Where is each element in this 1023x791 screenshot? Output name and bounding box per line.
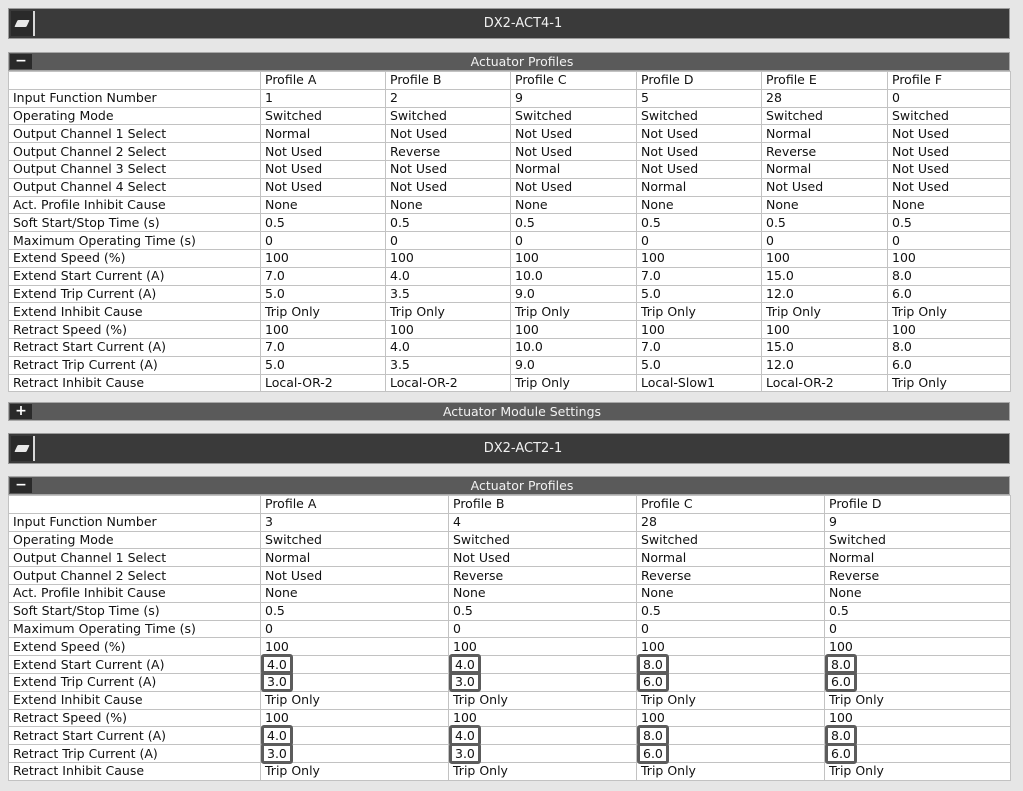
- value-cell[interactable]: Not Used: [637, 160, 762, 178]
- highlighted-value-cell[interactable]: [449, 745, 637, 763]
- module-title: DX2-ACT4-1: [483, 16, 563, 31]
- value-cell[interactable]: Not Used: [386, 160, 511, 178]
- value-cell[interactable]: 4: [449, 513, 637, 531]
- value-cell[interactable]: Reverse: [449, 567, 637, 585]
- highlighted-value: 4.0: [261, 654, 293, 675]
- value-cell[interactable]: 100: [637, 321, 762, 339]
- value-cell[interactable]: None: [637, 196, 762, 214]
- value-cell[interactable]: 1: [261, 89, 386, 107]
- eraser-icon[interactable]: [11, 11, 35, 36]
- value-cell[interactable]: Not Used: [888, 160, 1011, 178]
- value-cell[interactable]: 3.5: [386, 356, 511, 374]
- table-row: [9, 249, 1011, 267]
- value-cell[interactable]: 10.0: [511, 267, 637, 285]
- value-cell[interactable]: Trip Only: [888, 374, 1011, 392]
- value-cell[interactable]: None: [449, 584, 637, 602]
- value-cell[interactable]: Switched: [449, 531, 637, 549]
- value-cell[interactable]: Not Used: [888, 178, 1011, 196]
- value-cell[interactable]: Reverse: [762, 143, 888, 161]
- section-title: Actuator Module Settings: [442, 404, 602, 419]
- value-cell[interactable]: None: [825, 584, 1011, 602]
- row-label: Extend Inhibit Cause: [9, 691, 261, 709]
- table-row: [9, 691, 1011, 709]
- column-header-profile-a: Profile A: [261, 72, 386, 90]
- value-cell[interactable]: 100: [637, 638, 825, 656]
- highlighted-value: 6.0: [637, 671, 669, 692]
- value-cell[interactable]: 100: [261, 638, 449, 656]
- value-cell[interactable]: 0: [261, 620, 449, 638]
- highlighted-value-cell[interactable]: [637, 727, 825, 745]
- row-label: Operating Mode: [9, 531, 261, 549]
- table-row: [9, 374, 1011, 392]
- highlighted-value: 4.0: [261, 725, 293, 746]
- value-cell[interactable]: 100: [511, 321, 637, 339]
- table-row: [9, 727, 1011, 745]
- highlighted-value-cell[interactable]: [825, 727, 1011, 745]
- table-row: [9, 673, 1011, 691]
- row-label: Output Channel 4 Select: [9, 178, 261, 196]
- table-row: [9, 321, 1011, 339]
- module-header-dx2-act4-1[interactable]: [8, 8, 1010, 39]
- row-label: Output Channel 2 Select: [9, 143, 261, 161]
- value-cell[interactable]: Reverse: [386, 143, 511, 161]
- table-row: [9, 160, 1011, 178]
- value-cell[interactable]: Switched: [825, 531, 1011, 549]
- value-cell[interactable]: 15.0: [762, 267, 888, 285]
- row-label: Retract Trip Current (A): [9, 745, 261, 763]
- value-cell[interactable]: Switched: [762, 107, 888, 125]
- column-header-profile-b: Profile B: [386, 72, 511, 90]
- highlighted-value: 3.0: [449, 743, 481, 764]
- value-cell[interactable]: Trip Only: [511, 303, 637, 321]
- row-label: Soft Start/Stop Time (s): [9, 602, 261, 620]
- table-row: [9, 89, 1011, 107]
- row-label: Maximum Operating Time (s): [9, 232, 261, 250]
- row-label: Input Function Number: [9, 513, 261, 531]
- value-cell[interactable]: Local-OR-2: [261, 374, 386, 392]
- value-cell[interactable]: Normal: [637, 178, 762, 196]
- column-header-profile-b: Profile B: [449, 496, 637, 514]
- highlighted-value: 6.0: [825, 671, 857, 692]
- value-cell[interactable]: Not Used: [261, 567, 449, 585]
- table-row: [9, 656, 1011, 674]
- value-cell[interactable]: Trip Only: [762, 303, 888, 321]
- value-cell[interactable]: 100: [637, 249, 762, 267]
- value-cell[interactable]: 0: [637, 620, 825, 638]
- table-row: [9, 107, 1011, 125]
- value-cell[interactable]: 0: [386, 232, 511, 250]
- value-cell[interactable]: 10.0: [511, 338, 637, 356]
- value-cell[interactable]: 12.0: [762, 356, 888, 374]
- value-cell[interactable]: 100: [449, 709, 637, 727]
- row-label: Input Function Number: [9, 89, 261, 107]
- row-label: Operating Mode: [9, 107, 261, 125]
- value-cell[interactable]: Local-OR-2: [386, 374, 511, 392]
- value-cell[interactable]: Switched: [637, 531, 825, 549]
- value-cell[interactable]: 100: [261, 321, 386, 339]
- highlighted-value-cell[interactable]: [825, 673, 1011, 691]
- value-cell[interactable]: 100: [888, 321, 1011, 339]
- value-cell[interactable]: 0.5: [825, 602, 1011, 620]
- row-label: Act. Profile Inhibit Cause: [9, 584, 261, 602]
- value-cell[interactable]: Not Used: [511, 143, 637, 161]
- value-cell[interactable]: Switched: [637, 107, 762, 125]
- row-label: Retract Trip Current (A): [9, 356, 261, 374]
- value-cell[interactable]: 100: [762, 249, 888, 267]
- value-cell[interactable]: 0.5: [637, 214, 762, 232]
- value-cell[interactable]: Trip Only: [825, 691, 1011, 709]
- row-label: Extend Speed (%): [9, 249, 261, 267]
- row-label: Output Channel 1 Select: [9, 125, 261, 143]
- table-row: [9, 584, 1011, 602]
- column-header-profile-a: Profile A: [261, 496, 449, 514]
- highlighted-value-cell[interactable]: [449, 673, 637, 691]
- value-cell[interactable]: 5.0: [637, 356, 762, 374]
- highlighted-value: 4.0: [449, 725, 481, 746]
- value-cell[interactable]: 6.0: [888, 285, 1011, 303]
- value-cell[interactable]: 9: [511, 89, 637, 107]
- highlighted-value: 8.0: [825, 654, 857, 675]
- value-cell[interactable]: 2: [386, 89, 511, 107]
- value-cell[interactable]: Normal: [637, 549, 825, 567]
- highlighted-value-cell[interactable]: [637, 673, 825, 691]
- value-cell[interactable]: 4.0: [386, 267, 511, 285]
- value-cell[interactable]: Trip Only: [637, 762, 825, 780]
- highlighted-value-cell[interactable]: [449, 727, 637, 745]
- value-cell[interactable]: Not Used: [888, 125, 1011, 143]
- value-cell[interactable]: Normal: [825, 549, 1011, 567]
- highlighted-value: 6.0: [637, 743, 669, 764]
- value-cell[interactable]: Not Used: [386, 125, 511, 143]
- highlighted-value: 4.0: [449, 654, 481, 675]
- value-cell[interactable]: Switched: [511, 107, 637, 125]
- value-cell[interactable]: 0: [261, 232, 386, 250]
- value-cell[interactable]: 0: [637, 232, 762, 250]
- value-cell[interactable]: Not Used: [449, 549, 637, 567]
- row-label: Extend Start Current (A): [9, 267, 261, 285]
- value-cell[interactable]: Trip Only: [637, 691, 825, 709]
- row-label: Output Channel 2 Select: [9, 567, 261, 585]
- value-cell[interactable]: 5.0: [261, 285, 386, 303]
- value-cell[interactable]: Trip Only: [261, 762, 449, 780]
- value-cell[interactable]: 0: [888, 232, 1011, 250]
- value-cell[interactable]: Not Used: [261, 160, 386, 178]
- value-cell[interactable]: Not Used: [888, 143, 1011, 161]
- value-cell[interactable]: 100: [511, 249, 637, 267]
- row-label: Extend Trip Current (A): [9, 285, 261, 303]
- value-cell[interactable]: 0: [888, 89, 1011, 107]
- value-cell[interactable]: 100: [449, 638, 637, 656]
- module-title: DX2-ACT2-1: [483, 441, 563, 456]
- value-cell[interactable]: 100: [386, 321, 511, 339]
- table-row: [9, 285, 1011, 303]
- value-cell[interactable]: Local-OR-2: [762, 374, 888, 392]
- collapse-icon[interactable]: −: [10, 54, 32, 69]
- value-cell[interactable]: 7.0: [261, 267, 386, 285]
- value-cell[interactable]: 100: [825, 638, 1011, 656]
- value-cell[interactable]: None: [261, 196, 386, 214]
- value-cell[interactable]: Trip Only: [449, 762, 637, 780]
- value-cell[interactable]: None: [386, 196, 511, 214]
- value-cell[interactable]: Trip Only: [261, 303, 386, 321]
- value-cell[interactable]: 7.0: [637, 267, 762, 285]
- row-label: Output Channel 3 Select: [9, 160, 261, 178]
- table-row: [9, 178, 1011, 196]
- actuator-module-settings-section-header[interactable]: [8, 402, 1010, 421]
- expand-icon[interactable]: +: [10, 404, 32, 419]
- value-cell[interactable]: 0.5: [449, 602, 637, 620]
- highlighted-value: 8.0: [637, 654, 669, 675]
- value-cell[interactable]: Not Used: [511, 125, 637, 143]
- row-label: Act. Profile Inhibit Cause: [9, 196, 261, 214]
- table-row: [9, 513, 1011, 531]
- row-label: Retract Inhibit Cause: [9, 762, 261, 780]
- value-cell[interactable]: 28: [762, 89, 888, 107]
- table-row: [9, 549, 1011, 567]
- row-label: Retract Start Current (A): [9, 338, 261, 356]
- table-row: [9, 143, 1011, 161]
- value-cell[interactable]: 100: [637, 709, 825, 727]
- row-label: Retract Speed (%): [9, 321, 261, 339]
- table-row: [9, 602, 1011, 620]
- table-row: [9, 125, 1011, 143]
- table-header-row: [9, 72, 1011, 90]
- row-label: Soft Start/Stop Time (s): [9, 214, 261, 232]
- value-cell[interactable]: 0.5: [261, 602, 449, 620]
- actuator-profiles-section-header[interactable]: [8, 52, 1010, 71]
- value-cell[interactable]: Reverse: [825, 567, 1011, 585]
- row-label: Extend Start Current (A): [9, 656, 261, 674]
- value-cell[interactable]: 28: [637, 513, 825, 531]
- row-label: Retract Inhibit Cause: [9, 374, 261, 392]
- module-header-dx2-act2-1[interactable]: [8, 433, 1010, 464]
- value-cell[interactable]: 0.5: [511, 214, 637, 232]
- value-cell[interactable]: 3: [261, 513, 449, 531]
- highlighted-value-cell[interactable]: [261, 673, 449, 691]
- value-cell[interactable]: 0: [825, 620, 1011, 638]
- value-cell[interactable]: 9.0: [511, 356, 637, 374]
- table-row: [9, 338, 1011, 356]
- highlighted-value: 6.0: [825, 743, 857, 764]
- value-cell[interactable]: Switched: [386, 107, 511, 125]
- table-row: [9, 232, 1011, 250]
- value-cell[interactable]: Switched: [261, 107, 386, 125]
- value-cell[interactable]: 7.0: [261, 338, 386, 356]
- value-cell[interactable]: Local-Slow1: [637, 374, 762, 392]
- table-row: [9, 762, 1011, 780]
- value-cell[interactable]: 6.0: [888, 356, 1011, 374]
- table-row: [9, 709, 1011, 727]
- value-cell[interactable]: Normal: [511, 160, 637, 178]
- row-label: Extend Speed (%): [9, 638, 261, 656]
- section-title: Actuator Profiles: [470, 478, 574, 493]
- highlighted-value: 8.0: [825, 725, 857, 746]
- table-row: [9, 745, 1011, 763]
- value-cell[interactable]: Reverse: [637, 567, 825, 585]
- value-cell[interactable]: 5.0: [261, 356, 386, 374]
- highlighted-value: 3.0: [449, 671, 481, 692]
- actuator-profiles-table-act2: [8, 495, 1011, 781]
- header-corner: [9, 72, 261, 90]
- table-row: [9, 214, 1011, 232]
- table-header-row: [9, 496, 1011, 514]
- actuator-profiles-section-header[interactable]: [8, 476, 1010, 495]
- table-row: [9, 196, 1011, 214]
- value-cell[interactable]: 0.5: [386, 214, 511, 232]
- value-cell[interactable]: None: [888, 196, 1011, 214]
- value-cell[interactable]: Trip Only: [511, 374, 637, 392]
- value-cell[interactable]: Normal: [762, 160, 888, 178]
- value-cell[interactable]: Not Used: [261, 178, 386, 196]
- value-cell[interactable]: Trip Only: [449, 691, 637, 709]
- value-cell[interactable]: 12.0: [762, 285, 888, 303]
- value-cell[interactable]: Trip Only: [825, 762, 1011, 780]
- value-cell[interactable]: 100: [888, 249, 1011, 267]
- value-cell[interactable]: 7.0: [637, 338, 762, 356]
- value-cell[interactable]: Switched: [261, 531, 449, 549]
- highlighted-value-cell[interactable]: [261, 727, 449, 745]
- header-corner: [9, 496, 261, 514]
- value-cell[interactable]: 3.5: [386, 285, 511, 303]
- row-label: Extend Trip Current (A): [9, 673, 261, 691]
- value-cell[interactable]: Not Used: [386, 178, 511, 196]
- value-cell[interactable]: 4.0: [386, 338, 511, 356]
- value-cell[interactable]: Normal: [762, 125, 888, 143]
- column-header-profile-c: Profile C: [511, 72, 637, 90]
- highlighted-value: 8.0: [637, 725, 669, 746]
- row-label: Maximum Operating Time (s): [9, 620, 261, 638]
- column-header-profile-e: Profile E: [762, 72, 888, 90]
- value-cell[interactable]: Trip Only: [888, 303, 1011, 321]
- value-cell[interactable]: 0.5: [637, 602, 825, 620]
- value-cell[interactable]: 100: [261, 709, 449, 727]
- highlighted-value-cell[interactable]: [637, 745, 825, 763]
- value-cell[interactable]: 8.0: [888, 338, 1011, 356]
- column-header-profile-d: Profile D: [825, 496, 1011, 514]
- value-cell[interactable]: 15.0: [762, 338, 888, 356]
- value-cell[interactable]: Switched: [888, 107, 1011, 125]
- highlighted-value-cell[interactable]: [261, 745, 449, 763]
- actuator-profiles-table-act4: [8, 71, 1011, 392]
- value-cell[interactable]: None: [511, 196, 637, 214]
- value-cell[interactable]: 0: [511, 232, 637, 250]
- row-label: Retract Speed (%): [9, 709, 261, 727]
- value-cell[interactable]: None: [261, 584, 449, 602]
- value-cell[interactable]: Not Used: [762, 178, 888, 196]
- section-title: Actuator Profiles: [470, 54, 574, 69]
- eraser-icon[interactable]: [11, 436, 35, 461]
- value-cell[interactable]: Not Used: [637, 143, 762, 161]
- value-cell[interactable]: 100: [762, 321, 888, 339]
- value-cell[interactable]: 100: [261, 249, 386, 267]
- value-cell[interactable]: 9: [825, 513, 1011, 531]
- value-cell[interactable]: 0.5: [762, 214, 888, 232]
- highlighted-value-cell[interactable]: [825, 745, 1011, 763]
- value-cell[interactable]: 8.0: [888, 267, 1011, 285]
- value-cell[interactable]: 9.0: [511, 285, 637, 303]
- table-row: [9, 356, 1011, 374]
- value-cell[interactable]: 0: [449, 620, 637, 638]
- column-header-profile-f: Profile F: [888, 72, 1011, 90]
- table-row: [9, 567, 1011, 585]
- table-row: [9, 531, 1011, 549]
- value-cell[interactable]: 100: [825, 709, 1011, 727]
- highlighted-value: 3.0: [261, 671, 293, 692]
- value-cell[interactable]: 100: [386, 249, 511, 267]
- value-cell[interactable]: Not Used: [637, 125, 762, 143]
- value-cell[interactable]: 5.0: [637, 285, 762, 303]
- value-cell[interactable]: Trip Only: [637, 303, 762, 321]
- value-cell[interactable]: None: [637, 584, 825, 602]
- column-header-profile-c: Profile C: [637, 496, 825, 514]
- value-cell[interactable]: 0.5: [261, 214, 386, 232]
- column-header-profile-d: Profile D: [637, 72, 762, 90]
- highlighted-value: 3.0: [261, 743, 293, 764]
- value-cell[interactable]: 0: [762, 232, 888, 250]
- table-row: [9, 303, 1011, 321]
- value-cell[interactable]: None: [762, 196, 888, 214]
- collapse-icon[interactable]: −: [10, 478, 32, 493]
- value-cell[interactable]: Trip Only: [261, 691, 449, 709]
- row-label: Extend Inhibit Cause: [9, 303, 261, 321]
- table-row: [9, 620, 1011, 638]
- value-cell[interactable]: Not Used: [261, 143, 386, 161]
- table-row: [9, 267, 1011, 285]
- value-cell[interactable]: Normal: [261, 125, 386, 143]
- row-label: Output Channel 1 Select: [9, 549, 261, 567]
- value-cell[interactable]: 5: [637, 89, 762, 107]
- value-cell[interactable]: Normal: [261, 549, 449, 567]
- value-cell[interactable]: 0.5: [888, 214, 1011, 232]
- table-row: [9, 638, 1011, 656]
- value-cell[interactable]: Not Used: [511, 178, 637, 196]
- value-cell[interactable]: Trip Only: [386, 303, 511, 321]
- row-label: Retract Start Current (A): [9, 727, 261, 745]
